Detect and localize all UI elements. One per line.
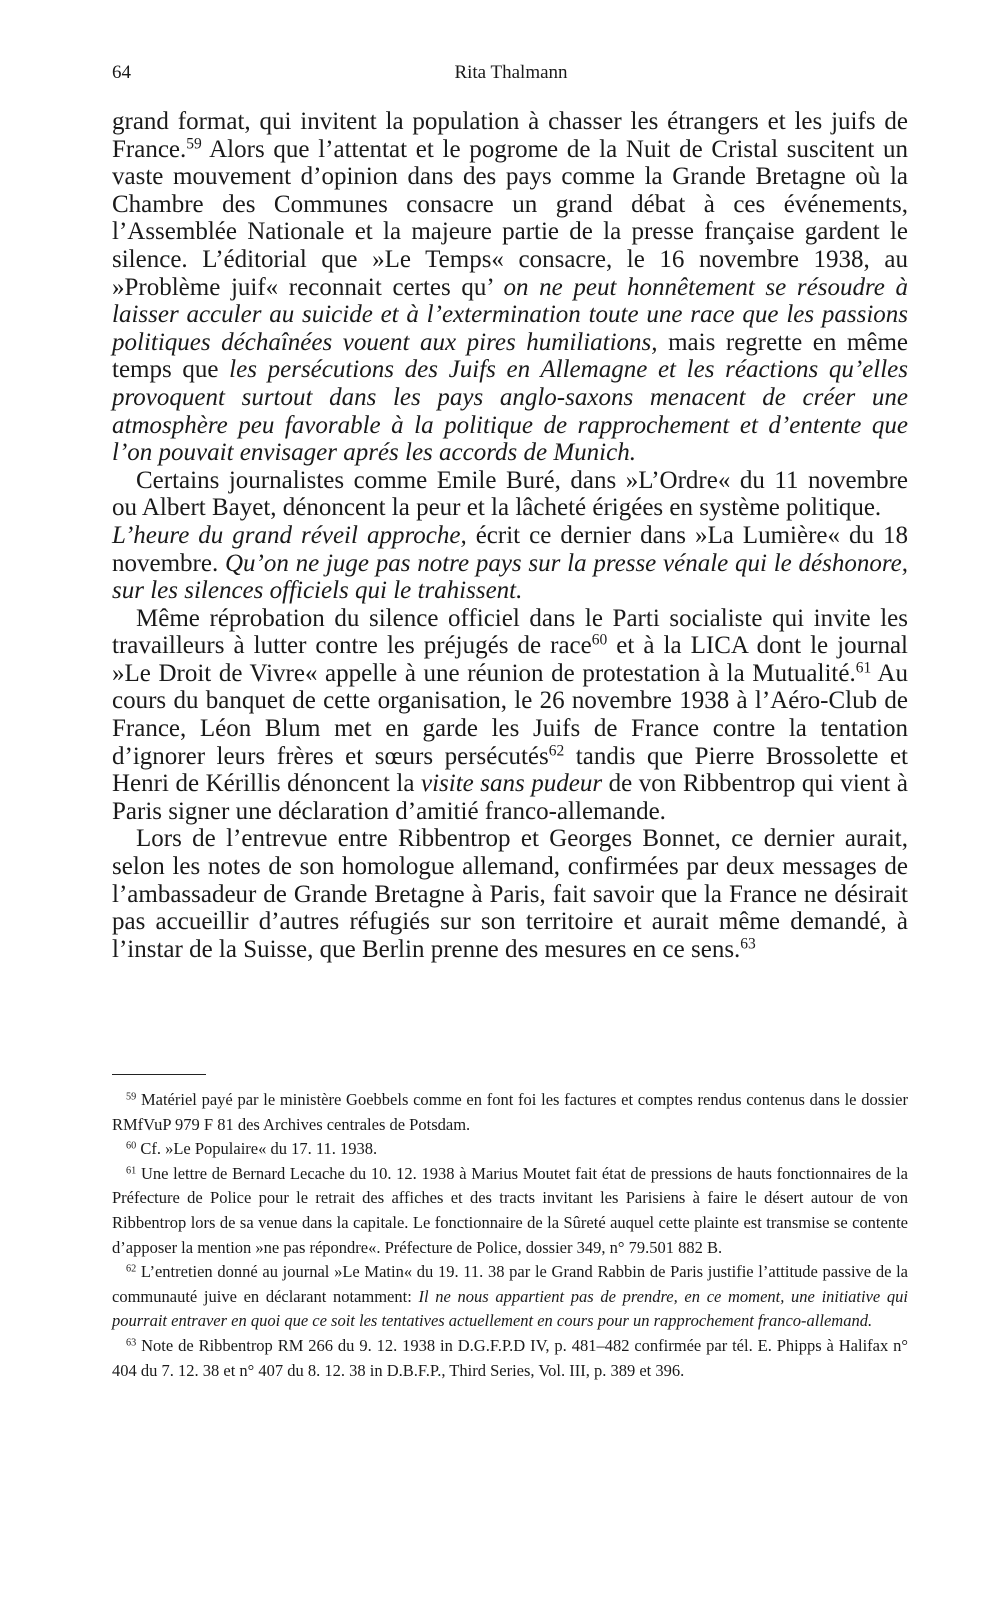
quote-italic: on ne peut honnêtement se résoudre à laisser acculer au suicide et à l’extermination toute une race que les passions politiques déchaînées vouent aux pires humiliations, bbox=[112, 273, 908, 356]
footnote-number: 61 bbox=[126, 1165, 137, 1177]
footnote-ref-63[interactable]: 63 bbox=[740, 935, 756, 953]
footnotes bbox=[112, 1088, 908, 1383]
footnote-ref-60[interactable]: 60 bbox=[591, 631, 608, 649]
footnote-number: 60 bbox=[126, 1140, 137, 1152]
footnote-number: 63 bbox=[126, 1337, 137, 1349]
quote-italic: les persécutions des Juifs en Allemagne et les réactions qu’elles provoquent surtout dans les pays anglo-saxons menacent de créer une atmosphère peu favorable à la politique de rapprochement et d’entente que l’on pouvait envisager aprés les accords de Munich. bbox=[112, 356, 908, 467]
text-run: Au cours du banquet de cette organisation, le 26 novembre 1938 à l’Aéro-Club de France, Léon Blum met en garde les Juifs de France contre la tentation d’ignorer leurs frères et sœurs persécutés bbox=[112, 659, 908, 770]
footnote-59 bbox=[112, 1088, 908, 1137]
text-run: et à la LICA dont le journal »Le Droit de Vivre« appelle à une réunion de protestation à la Mutualité. bbox=[112, 632, 908, 687]
main-text bbox=[112, 108, 908, 963]
footnote-61 bbox=[112, 1162, 908, 1260]
paragraph-4 bbox=[112, 605, 908, 826]
text-run: Même réprobation du silence officiel dans le Parti socialiste qui invite les travailleurs à lutter contre les préjugés de race bbox=[112, 604, 908, 660]
running-header bbox=[112, 62, 910, 86]
footnote-62 bbox=[112, 1260, 908, 1334]
footnote-ref-62[interactable]: 62 bbox=[548, 742, 565, 760]
footnote-ref-61[interactable]: 61 bbox=[855, 659, 872, 677]
text-run: Alors que l’attentat et le pogrome de la Nuit de Cristal suscitent un vaste mouvement d’opinion dans des pays comme la Grande Bretagne où la Chambre des Communes consacre un grand débat à ces événements, l’Assemblée Nationale et la majeure partie de la presse française gardent le silence. L’éditorial que »Le Temps« consacre, le 16 novembre 1938, au »Problème juif« reconnait certes qu’ bbox=[112, 135, 908, 301]
footnote-text: Cf. »Le Populaire« du 17. 11. 1938. bbox=[136, 1139, 378, 1159]
text-run: tandis que Pierre Brossolette et Henri de Kérillis dénoncent la bbox=[112, 742, 908, 798]
paragraph-2 bbox=[112, 467, 908, 522]
footnote-text: Une lettre de Bernard Lecache du 10. 12. 1938 à Marius Moutet fait état de pressions de hauts fonctionnaires de la Préfecture de Police pour le retrait des affiches et des tracts invitant les Parisiens à faire le désert autour de von Ribbentrop lors de sa venue dans la capitale. Le fonctionnaire de la Sûreté auquel cette plainte est transmise se contente d’apposer la mention »ne pas répondre«. Préfecture de Police, dossier 349, n° 79.501 882 B. bbox=[112, 1163, 908, 1257]
paragraph-5 bbox=[112, 825, 908, 963]
footnote-ref-59[interactable]: 59 bbox=[186, 135, 202, 153]
page-number: 64 bbox=[112, 62, 131, 83]
footnote-quote-italic: Il ne nous appartient pas de prendre, en ce moment, une initiative qui pourrait entraver en quoi que ce soit les tentatives actuellement en cours pour un rapprochement franco-allemand. bbox=[112, 1286, 908, 1331]
text-run: Certains journalistes comme Emile Buré, dans »L’Ordre« du 11 novembre ou Albert Bayet, dénoncent la peur et la lâcheté érigées en système politique. bbox=[112, 466, 908, 522]
text-run: écrit ce dernier dans »La Lumière« du 18 novembre. bbox=[112, 521, 908, 577]
footnote-63 bbox=[112, 1334, 908, 1383]
quote-italic: Qu’on ne juge pas notre pays sur la presse vénale qui le déshonore, sur les silences officiels qui le trahissent. bbox=[112, 549, 908, 605]
footnote-separator bbox=[112, 1074, 206, 1075]
paragraph-1 bbox=[112, 108, 908, 467]
quote-italic: L’heure du grand réveil approche, bbox=[112, 521, 467, 549]
footnote-text: Matériel payé par le ministère Goebbels comme en font foi les factures et comptes rendus contenus dans le dossier RMfVuP 979 F 81 des Archives centrales de Potsdam. bbox=[112, 1090, 908, 1134]
text-run: de von Ribbentrop qui vient à Paris signer une déclaration d’amitié franco-allemande. bbox=[112, 770, 908, 825]
footnote-text: Note de Ribbentrop RM 266 du 9. 12. 1938 in D.G.F.P.D IV, p. 481–482 confirmée par tél. E. Phipps à Halifax n° 404 du 7. 12. 38 et n° 407 du 8. 12. 38 in D.B.F.P., Third Series, Vol. III, p. 389 et 396. bbox=[112, 1335, 908, 1380]
running-head-author: Rita Thalmann bbox=[454, 62, 568, 83]
footnote-number: 62 bbox=[126, 1263, 137, 1275]
text-run: grand format, qui invitent la population à chasser les étrangers et les juifs de France. bbox=[112, 108, 908, 163]
text-run: mais regrette en même temps que bbox=[112, 328, 908, 384]
text-run: Lors de l’entrevue entre Ribbentrop et Georges Bonnet, ce dernier aurait, selon les notes de son homologue allemand, confirmées par deux messages de l’ambassadeur de Grande Bretagne à Paris, fait savoir que la France ne désirait pas accueillir d’autres réfugiés sur son territoire et aurait même demandé, à l’instar de la Suisse, que Berlin prenne des mesures en ce sens. bbox=[112, 825, 908, 963]
quote-italic: visite sans pudeur bbox=[421, 770, 603, 798]
footnote-text: L’entretien donné au journal »Le Matin« du 19. 11. 38 par le Grand Rabbin de Paris justifie l’attitude passive de la communauté juive en déclarant notamment: bbox=[112, 1262, 908, 1306]
footnote-number: 59 bbox=[126, 1091, 137, 1103]
paragraph-3 bbox=[112, 522, 908, 605]
footnote-60 bbox=[112, 1137, 908, 1162]
